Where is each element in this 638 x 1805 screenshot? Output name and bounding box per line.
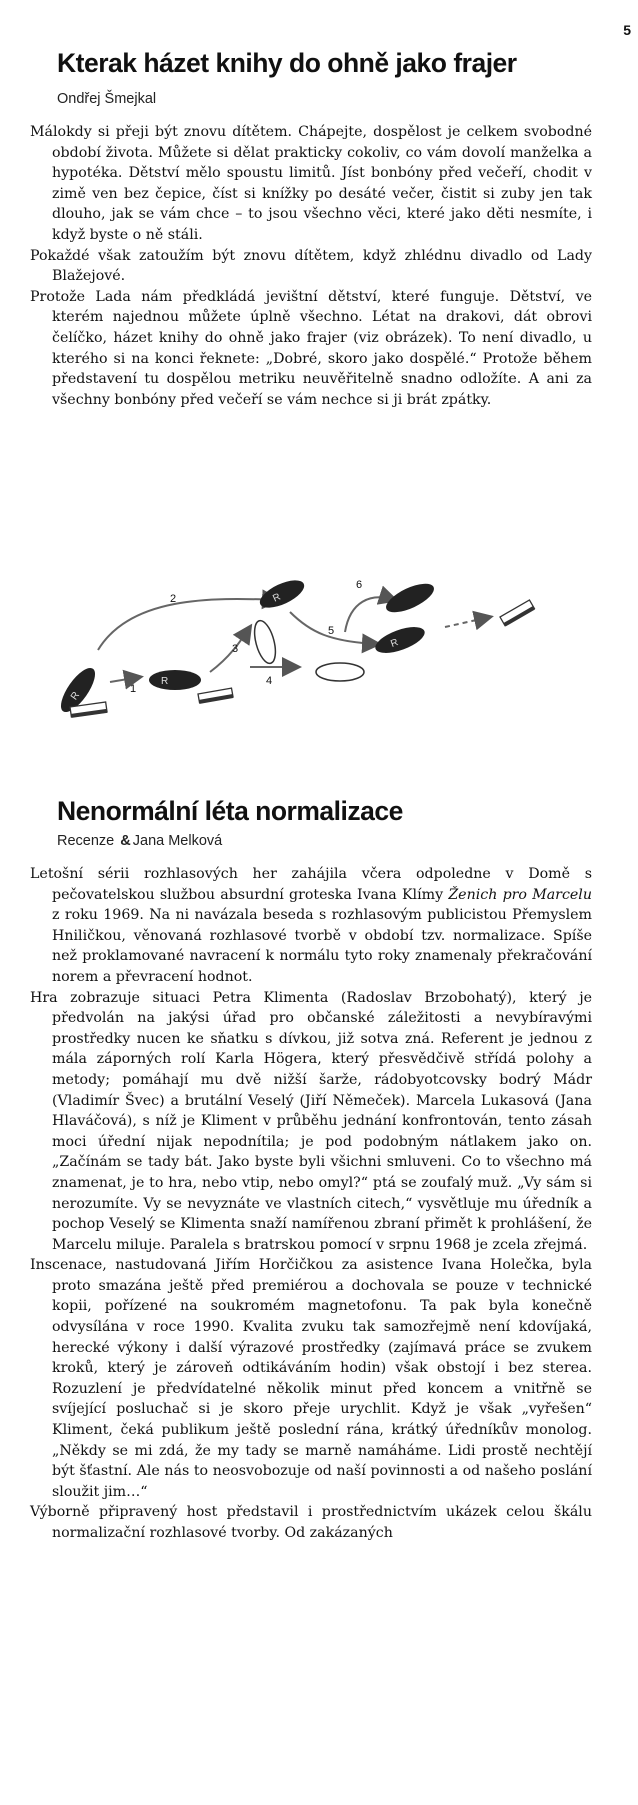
article2-section: Recenze — [57, 833, 115, 849]
article1-author: Ondřej Šmejkal — [57, 91, 157, 107]
article1-title: Kterak házet knihy do ohně jako frajer — [57, 48, 517, 78]
footprint-outline — [251, 618, 280, 665]
shoe-letter: R — [389, 637, 400, 650]
arrow-dashed — [445, 617, 490, 627]
article2-paragraph: Výborně připravený host představil i prostřednictvím ukázek celou škálu normalizační rozhlasové tvorby. Od zakázaných — [30, 1504, 592, 1541]
shoe-letter: R — [68, 689, 83, 703]
article1-paragraph: Protože Lada nám předkládá jevištní dětství, které funguje. Dětství, ve kterém najednou můžete úplně všechno. Létat na drakovi, dát obrovi čelíčko, házet knihy do ohně jako frajer (viz obrázek). To není divadlo, u kterého si na konci řeknete: „Dobré, skoro jako dospělé.“ Protože během představení tu dospělou metriku neuvěřitelně snadno odložíte. A ani za všechny bonbóny před večeří se vám nechce si ji brát zpátky. — [30, 288, 592, 408]
step-label: 1 — [130, 683, 137, 695]
footprint — [256, 575, 308, 613]
article2-author: Jana Melková — [132, 833, 223, 849]
page-number: 5 — [623, 22, 631, 38]
arrow-2 — [98, 599, 278, 650]
dance-steps-diagram — [60, 572, 560, 722]
arrow-3 — [210, 627, 250, 672]
book — [500, 600, 535, 627]
footprint — [372, 622, 428, 659]
article2-paragraph: Inscenace, nastudovaná Jiřím Horčičkou za asistence Ivana Holečka, byla proto smazána ještě před premiérou a dochovala se pouze v technické kopii, pořízené na soukromém magnetofonu. Ta pak byla konečně odvysílána v roce 1990. Kvalita zvuku tak samozřejmě není kdovíjaká, herecké výkony i další výrazové prostředky (zajímavá práce se zvukem kroků, který je zároveň odtikáváním hodin) však obstojí i bez sterea. Rozuzlení je předvídatelné několik minut před koncem a vnitřně se svíjející posluchač si je skoro přeje urychlit. Když je však „vyřešen“ Kliment, čeká publikum ještě poslední rána, krátký úředníkův monolog. „Někdy se mi zdá, že my tady se marně namáháme. Lidi prostě nechtějí být šťastní. Ale nás to neosvobozuje od naší povinnosti a od našeho poslání sloužit jim…“ — [30, 1257, 592, 1500]
step-label: 3 — [232, 643, 239, 655]
byline-ampersand: & — [120, 833, 131, 849]
footprint-outline — [316, 663, 364, 681]
arrow-1 — [110, 677, 140, 682]
step-label: 4 — [266, 675, 273, 687]
arrow-6 — [345, 597, 395, 632]
shoe-letter: R — [161, 676, 169, 687]
article1-paragraph: Pokaždé však zatoužím být znovu dítětem, když zhlédnu divadlo od Lady Blažejové. — [30, 247, 592, 285]
play-title: Ženich pro Marcelu — [448, 886, 592, 903]
article2-title: Nenormální léta normalizace — [57, 796, 403, 826]
step-label: 6 — [356, 579, 363, 591]
article2-body — [30, 864, 592, 1544]
shoe-letter: R — [271, 591, 283, 605]
article1-body — [30, 122, 592, 410]
article2-paragraph: Letošní sérii rozhlasových her zahájila včera odpoledne v Domě s pečovatelskou službou absurdní groteska Ivana Klímy Ženich pro Marcelu z roku 1969. Na ni navázala beseda s rozhlasovým publicistou Přemyslem Hniličkou, věnovaná rozhlasové tvorbě v období tzv. normalizace. Spíše než proklamované navracení k normálu tyto roky znamenaly překračování norem a převracení hodnot. — [30, 866, 592, 985]
article2-byline — [57, 833, 222, 849]
step-label: 5 — [328, 625, 335, 637]
book — [198, 688, 233, 704]
step-label: 2 — [170, 593, 177, 605]
footprint — [149, 670, 201, 690]
article1-paragraph: Málokdy si přeji být znovu dítětem. Chápejte, dospělost je celkem svobodné období života. Můžete si dělat prakticky cokoliv, co vám dovolí manželka a hypotéka. Dětství mělo spoustu limitů. Jíst bonbóny před večeří, chodit v zimě ven bez čepice, číst si knížky po desáté večer, čistit si zuby jen tak dlouho, jak se vám chce – to jsou všechno věci, které jako děti nesmíte, i když byste o ně stáli. — [30, 124, 592, 243]
article2-paragraph: Hra zobrazuje situaci Petra Klimenta (Radoslav Brzobohatý), který je předvolán na jakýsi úřad pro občanské záležitosti a nevybíravými prostředky nucen ke sňatku s dívkou, již sotva zná. Referent je jednou z mála záporných rolí Karla Högera, který přesvědčivě střídá polohy a metody; pomáhají mu dvě nižší šarže, rádobyotcovsky bodrý Mádr (Vladimír Švec) a brutální Veselý (Jiří Němeček). Marcela Lukasová (Jana Hlaváčová), s níž je Kliment v průběhu jednání konfrontován, tento zásah moci úřední nijak nepodnítila; je pod podobným nátlakem jako on. „Začínám se tady bát. Jako byste byli všichni smluveni. Co to všechno má znamenat, je to hra, nebo vtip, nebo omyl?“ ptá se zoufalý muž. „Vy sám si nerozumíte. Vy se nevyznáte ve vlastních citech,“ vysvětluje mu úředník a pochop Veselý se Klimenta snaží namířenou zbraní přimět k prohlášení, že Marcelu miluje. Paralela s bratrskou pomocí v srpnu 1968 je zcela zřejmá. — [30, 989, 592, 1253]
